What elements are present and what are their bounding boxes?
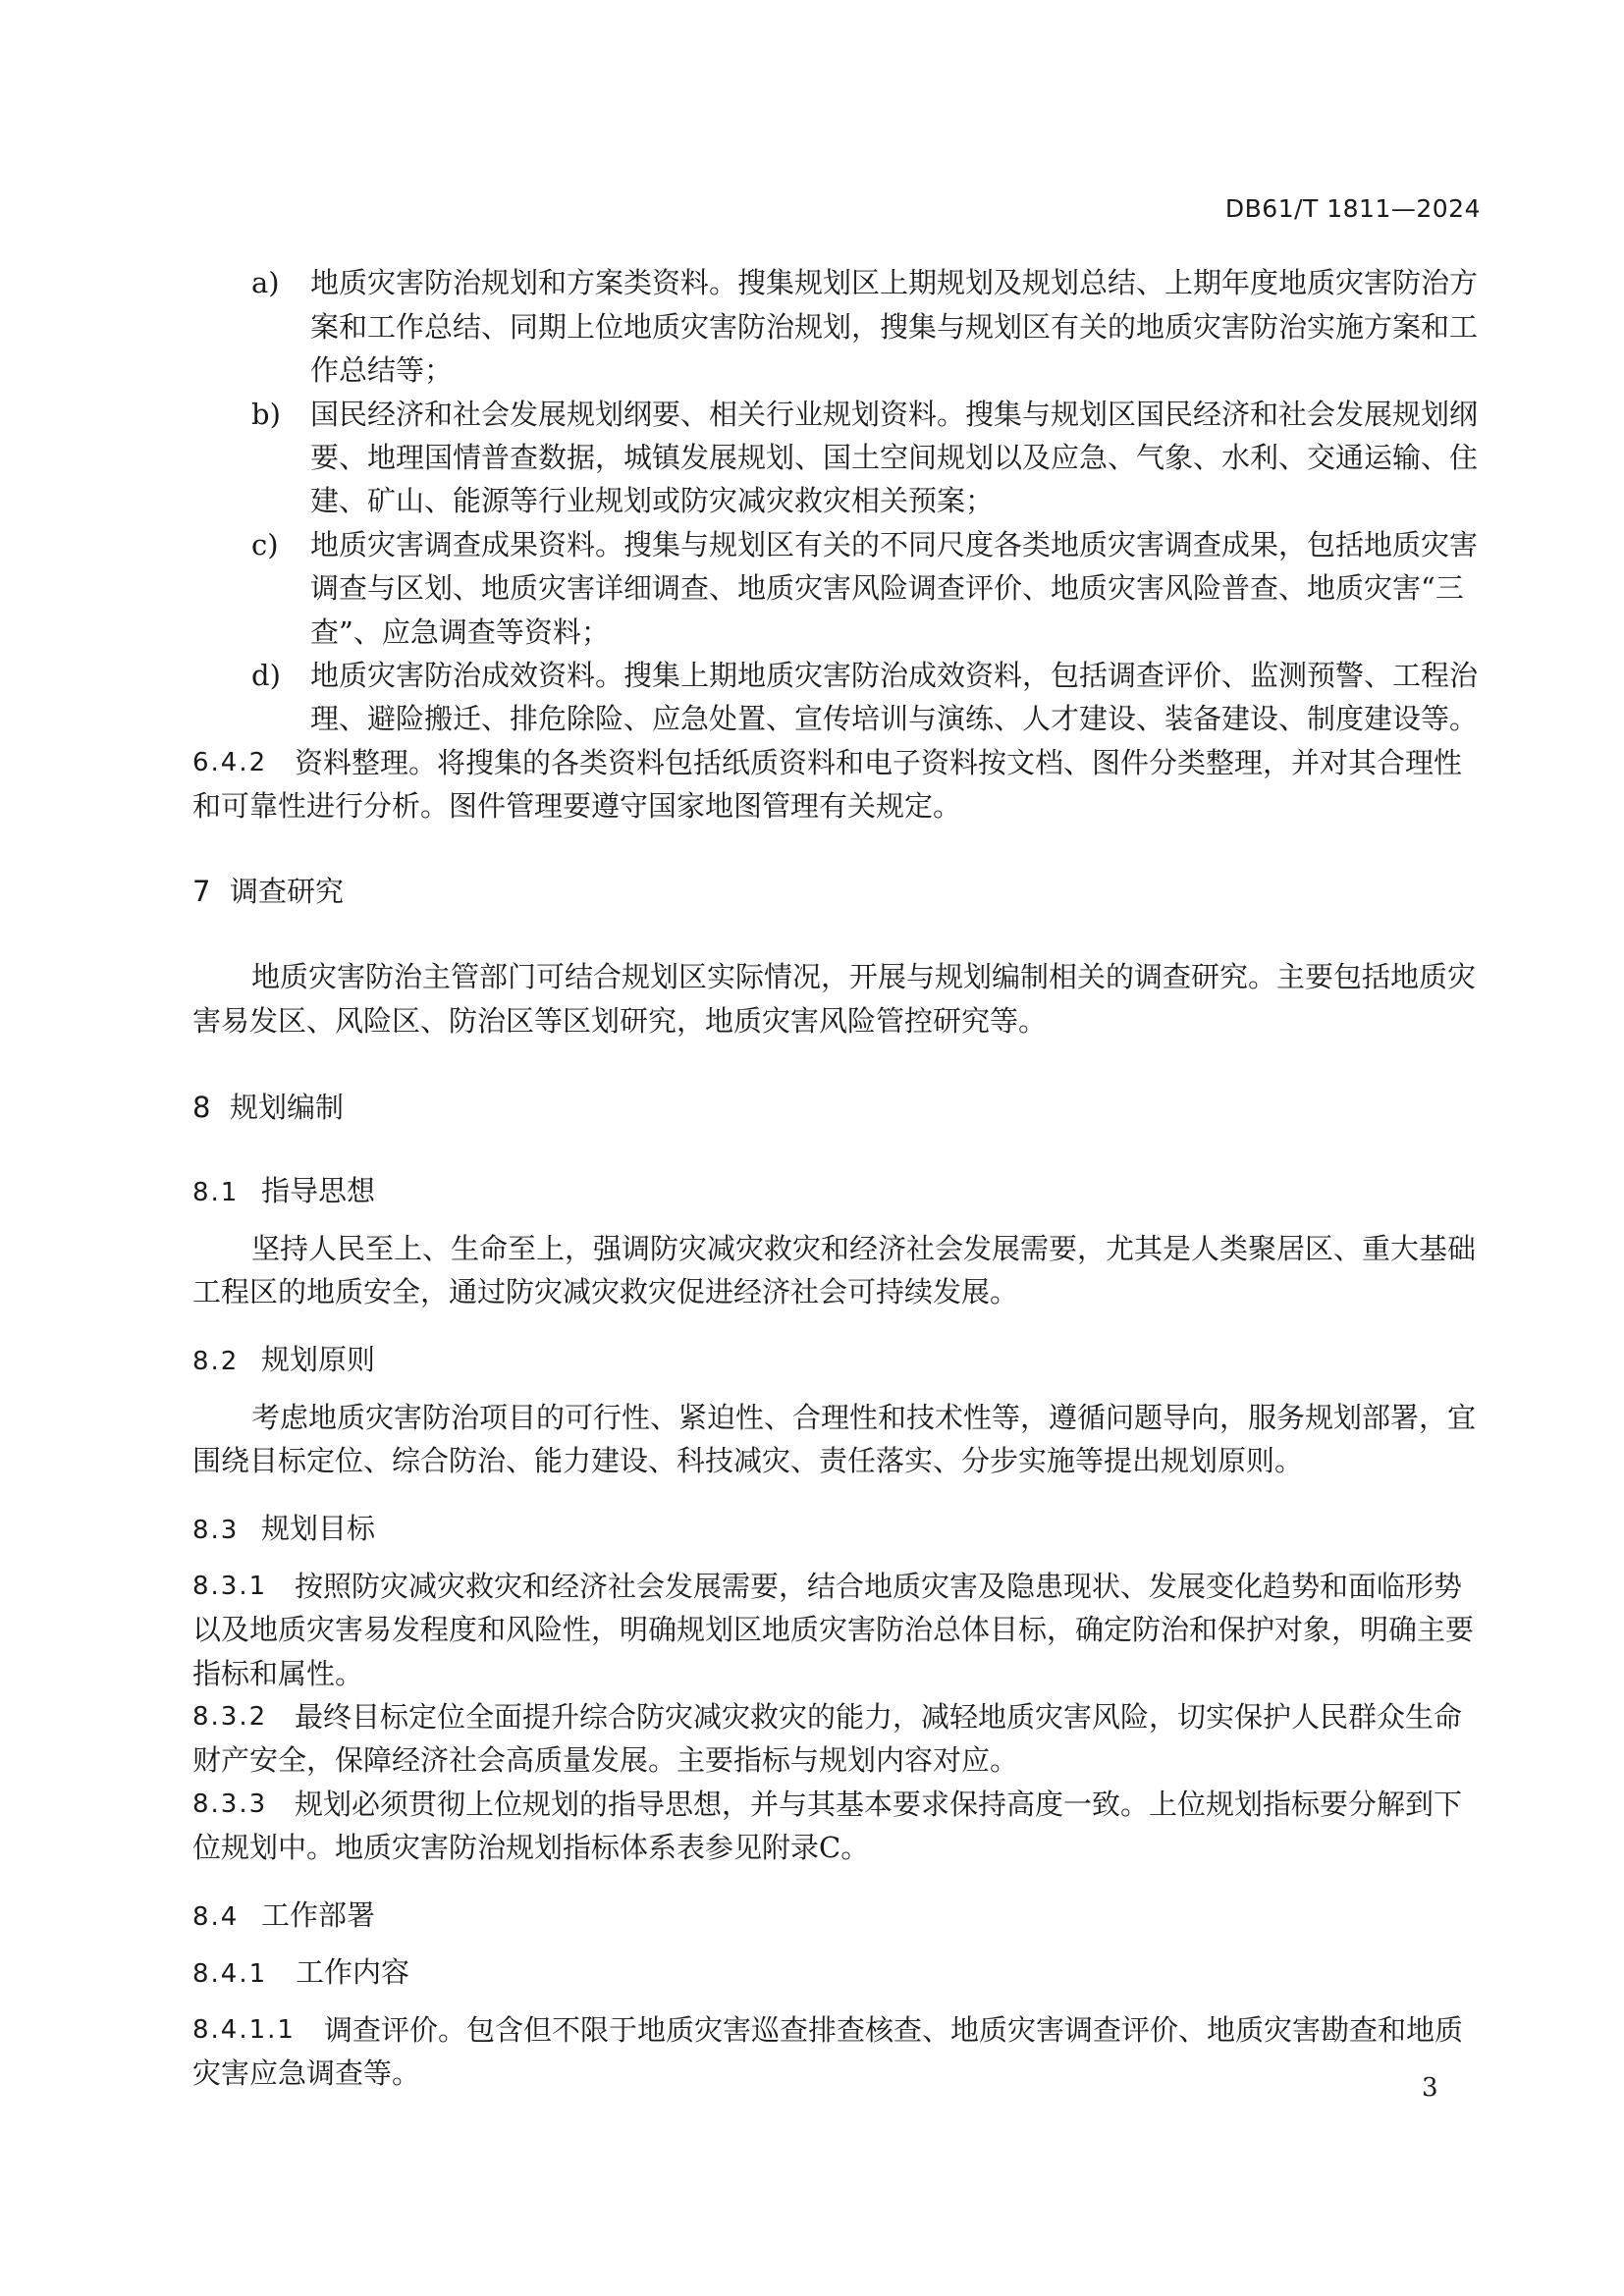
- paragraph-line: 地质灾害防治主管部门可结合规划区实际情况，开展与规划编制相关的调查研究。主要包括地质灾: [251, 960, 1477, 993]
- paragraph-line: 害易发区、风险区、防治区等区划研究，地质灾害风险管控研究等。: [192, 1004, 1048, 1038]
- subsection-heading-8-4-1: [192, 1952, 409, 1994]
- list-item-line: 查”、应急调查等资料；: [310, 615, 610, 649]
- subsection-heading-8-3: [192, 1509, 375, 1550]
- clause-number: 8.3.3: [192, 1789, 268, 1819]
- section-title: 规划编制: [230, 1091, 345, 1124]
- subsection-title: 工作部署: [261, 1898, 376, 1932]
- subsection-title: 工作内容: [296, 1955, 410, 1989]
- section-heading-8: [192, 1088, 344, 1127]
- section-number: 8: [192, 1091, 211, 1124]
- list-item-line: 地质灾害防治成效资料。搜集上期地质灾害防治成效资料，包括调查评价、监测预警、工程治: [310, 659, 1479, 692]
- clause-line: 规划必须贯彻上位规划的指导思想，并与其基本要求保持高度一致。上位规划指标要分解到下: [295, 1788, 1463, 1821]
- clause-number: 8.4.1.1: [192, 2015, 296, 2045]
- clause-line: 指标和属性。: [192, 1657, 364, 1690]
- subsection-title: 规划目标: [261, 1512, 376, 1545]
- subsection-number: 8.4.1: [192, 1959, 268, 1989]
- clause-number: 8.3.2: [192, 1702, 268, 1732]
- clause-line: 财产安全，保障经济社会高质量发展。主要指标与规划内容对应。: [192, 1743, 1019, 1777]
- list-item-label: a): [251, 266, 280, 299]
- page-number: 3: [1422, 2073, 1438, 2103]
- subsection-heading-8-1: [192, 1171, 375, 1212]
- subsection-heading-8-4: [192, 1896, 375, 1937]
- paragraph-line: 考虑地质灾害防治项目的可行性、紧迫性、合理性和技术性等，遵循问题导向，服务规划部署，宜: [251, 1401, 1477, 1434]
- list-item-line: 理、避险搬迁、排危除险、应急处置、宣传培训与演练、人才建设、装备建设、制度建设等。: [310, 702, 1479, 735]
- clause-line: 灾害应急调查等。: [192, 2056, 421, 2090]
- clause-number: 8.3.1: [192, 1572, 268, 1601]
- section-heading-7: [192, 872, 344, 911]
- subsection-number: 8.2: [192, 1347, 240, 1376]
- list-item-label: d): [251, 659, 281, 692]
- clause-line: 最终目标定位全面提升综合防灾减灾救灾的能力，减轻地质灾害风险，切实保护人民群众生命: [295, 1700, 1463, 1734]
- list-item-line: 建、矿山、能源等行业规划或防灾减灾救灾相关预案；: [310, 484, 995, 517]
- clause-line: 按照防灾减灾救灾和经济社会发展需要，结合地质灾害及隐患现状、发展变化趋势和面临形势: [295, 1570, 1463, 1603]
- list-item-line: 要、地理国情普查数据，城镇发展规划、国土空间规划以及应急、气象、水利、交通运输、住: [310, 441, 1479, 474]
- clause-line: 位规划中。地质灾害防治规划指标体系表参见附录C。: [192, 1831, 870, 1864]
- document-code-header: DB61/T 1811—2024: [1224, 194, 1481, 223]
- subsection-number: 8.3: [192, 1516, 240, 1545]
- clause-line: 以及地质灾害易发程度和风险性，明确规划区地质灾害防治总体目标，确定防治和保护对象，明确主要: [192, 1613, 1475, 1646]
- list-item-line: 案和工作总结、同期上位地质灾害防治规划，搜集与规划区有关的地质灾害防治实施方案和工: [310, 310, 1479, 344]
- clause-line: 调查评价。包含但不限于地质灾害巡查排查核查、地质灾害调查评价、地质灾害勘查和地质: [324, 2013, 1464, 2047]
- subsection-number: 8.1: [192, 1178, 240, 1207]
- subsection-number: 8.4: [192, 1902, 240, 1932]
- clause-number: 6.4.2: [192, 748, 268, 777]
- list-item-line: 地质灾害防治规划和方案类资料。搜集规划区上期规划及规划总结、上期年度地质灾害防治方: [310, 266, 1479, 299]
- section-title: 调查研究: [230, 875, 345, 908]
- list-item-line: 作总结等；: [310, 353, 454, 387]
- list-item-line: 调查与区划、地质灾害详细调查、地质灾害风险调查评价、地质灾害风险普查、地质灾害“三: [310, 571, 1464, 605]
- list-item-label: c): [251, 528, 279, 561]
- list-item-line: 地质灾害调查成果资料。搜集与规划区有关的不同尺度各类地质灾害调查成果，包括地质灾害: [310, 528, 1479, 561]
- subsection-heading-8-2: [192, 1340, 375, 1381]
- paragraph-line: 坚持人民至上、生命至上，强调防灾减灾救灾和经济社会发展需要，尤其是人类聚居区、重大基础: [251, 1232, 1477, 1265]
- list-item-label: b): [251, 398, 281, 431]
- paragraph-line: 围绕目标定位、综合防治、能力建设、科技减灾、责任落实、分步实施等提出规划原则。: [192, 1444, 1304, 1477]
- clause-line: 资料整理。将搜集的各类资料包括纸质资料和电子资料按文档、图件分类整理，并对其合理性: [295, 746, 1463, 779]
- subsection-title: 指导思想: [261, 1174, 376, 1207]
- paragraph-line: 工程区的地质安全，通过防灾减灾救灾促进经济社会可持续发展。: [192, 1275, 1019, 1308]
- section-number: 7: [192, 875, 211, 908]
- list-item-line: 国民经济和社会发展规划纲要、相关行业规划资料。搜集与规划区国民经济和社会发展规划纲: [310, 398, 1479, 431]
- clause-line: 和可靠性进行分析。图件管理要遵守国家地图管理有关规定。: [192, 789, 962, 823]
- subsection-title: 规划原则: [261, 1343, 376, 1376]
